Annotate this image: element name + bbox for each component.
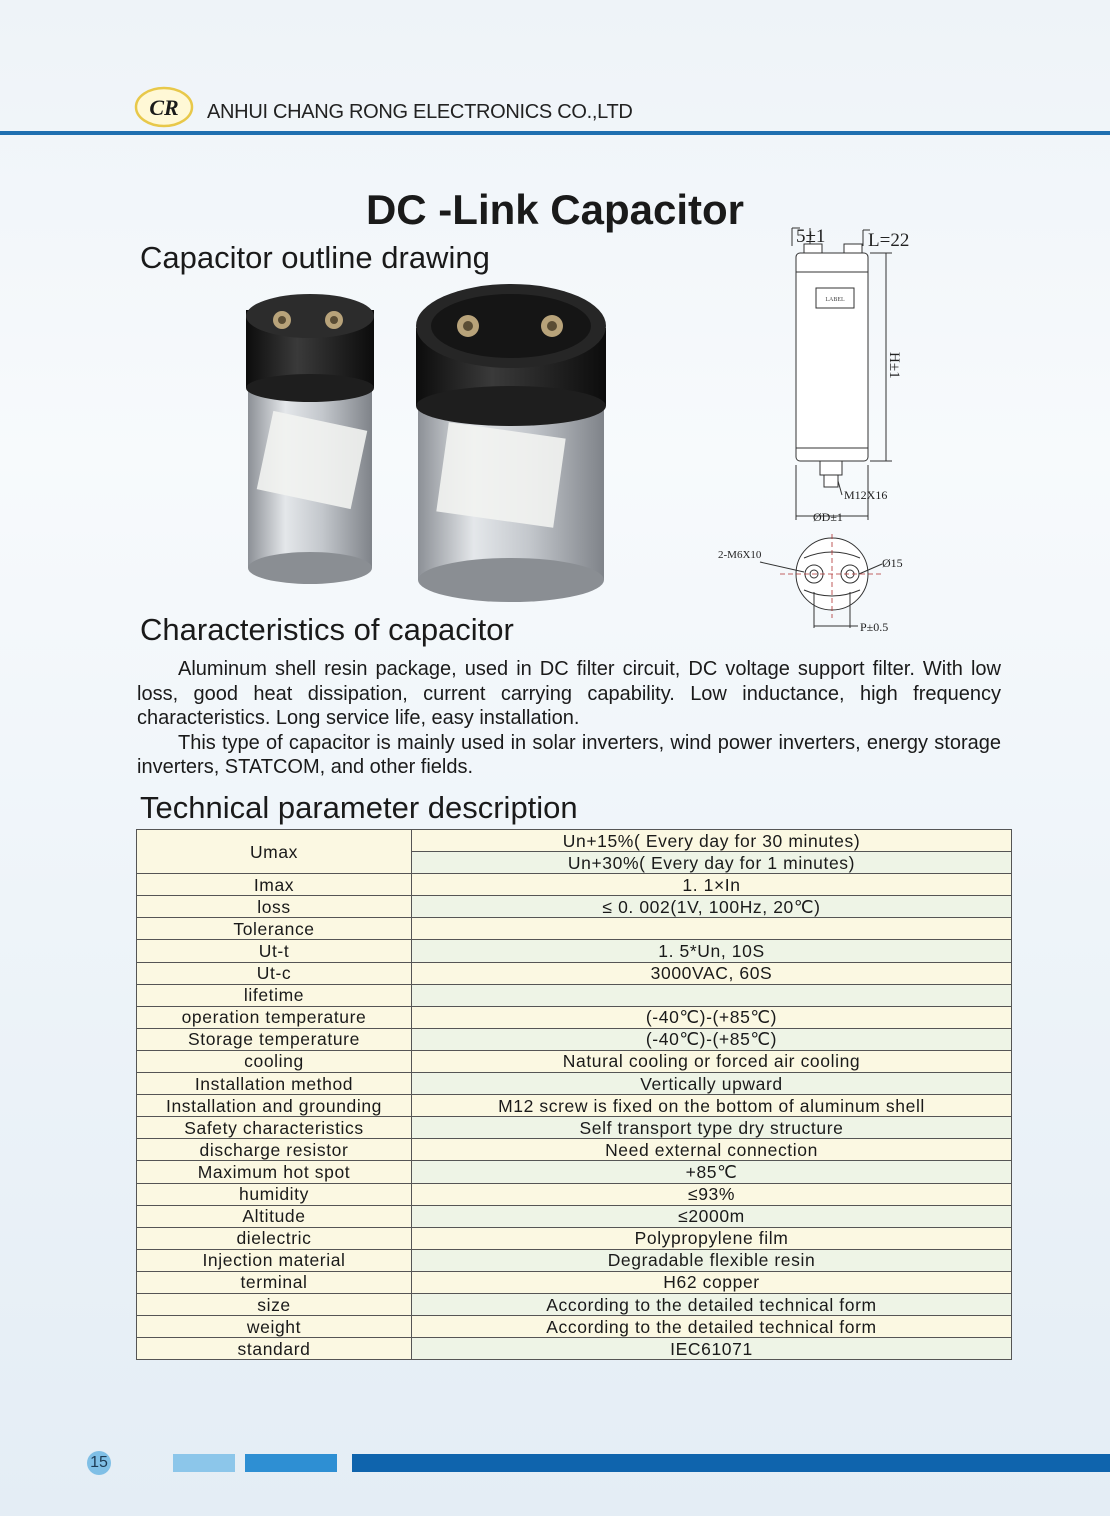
table-row — [137, 874, 1012, 896]
dim-diameter-label: ØD±1 — [813, 510, 843, 524]
dim-pitch-label: P±0.5 — [860, 620, 889, 634]
value-cell: 3000VAC, 60S — [412, 962, 1012, 984]
dim-screw-label: M12X16 — [844, 488, 888, 502]
value-cell: Un+15%( Every day for 30 minutes) — [412, 830, 1012, 852]
footer-bar-medium — [245, 1454, 337, 1472]
table-row — [137, 1338, 1012, 1360]
value-cell: Polypropylene film — [412, 1227, 1012, 1249]
param-cell: size — [137, 1293, 412, 1315]
value-cell: Natural cooling or forced air cooling — [412, 1050, 1012, 1072]
param-cell: Tolerance — [137, 918, 412, 940]
description-paragraph: Aluminum shell resin package, used in DC filter circuit, DC voltage support filter. With low loss, good heat dissipation, current carrying capability. Low inductance, high frequency characteristics. Long service life, easy installation. — [137, 658, 1001, 729]
value-cell: H62 copper — [412, 1271, 1012, 1293]
table-row — [137, 918, 1012, 940]
param-cell: Storage temperature — [137, 1028, 412, 1050]
param-cell: Ut-c — [137, 962, 412, 984]
table-row — [137, 1139, 1012, 1161]
section-heading-characteristics: Characteristics of capacitor — [140, 612, 514, 647]
table-row — [137, 1227, 1012, 1249]
param-cell: lifetime — [137, 984, 412, 1006]
param-cell: discharge resistor — [137, 1139, 412, 1161]
footer-bar-dark — [352, 1454, 1110, 1472]
table-row — [137, 1073, 1012, 1095]
value-cell: +85℃ — [412, 1161, 1012, 1183]
table-row — [137, 830, 1012, 852]
dim-height-label: H±1 — [886, 352, 902, 379]
table-row — [137, 940, 1012, 962]
value-cell: ≤2000m — [412, 1205, 1012, 1227]
value-cell: ≤93% — [412, 1183, 1012, 1205]
table-row — [137, 1271, 1012, 1293]
table-row — [137, 984, 1012, 1006]
param-cell: Maximum hot spot — [137, 1161, 412, 1183]
company-name: ANHUI CHANG RONG ELECTRONICS CO.,LTD — [207, 101, 633, 123]
logo-text: CR — [149, 95, 179, 120]
description-paragraph: This type of capacitor is mainly used in solar inverters, wind power inverters, energy storage inverters, STATCOM, and other fields. — [137, 731, 1001, 778]
value-cell: Vertically upward — [412, 1073, 1012, 1095]
value-cell: Self transport type dry structure — [412, 1117, 1012, 1139]
table-row — [137, 1028, 1012, 1050]
dim-length-label: L=22 — [868, 230, 910, 251]
param-cell: cooling — [137, 1050, 412, 1072]
table-row — [137, 1050, 1012, 1072]
page-title: DC -Link Capacitor — [365, 186, 745, 233]
table-row — [137, 1205, 1012, 1227]
value-cell — [412, 918, 1012, 940]
param-cell: Ut-t — [137, 940, 412, 962]
value-cell: According to the detailed technical form — [412, 1293, 1012, 1315]
param-cell: standard — [137, 1338, 412, 1360]
value-cell: IEC61071 — [412, 1338, 1012, 1360]
table-row — [137, 1293, 1012, 1315]
param-cell: Installation method — [137, 1073, 412, 1095]
value-cell: ≤ 0. 002(1V, 100Hz, 20℃) — [412, 896, 1012, 918]
value-cell: 1. 5*Un, 10S — [412, 940, 1012, 962]
section-heading-technical: Technical parameter description — [140, 790, 578, 825]
value-cell: M12 screw is fixed on the bottom of aluminum shell — [412, 1095, 1012, 1117]
param-cell: weight — [137, 1316, 412, 1338]
table-row — [137, 1095, 1012, 1117]
param-cell: operation temperature — [137, 1006, 412, 1028]
param-cell: humidity — [137, 1183, 412, 1205]
value-cell — [412, 984, 1012, 1006]
value-cell: Un+30%( Every day for 1 minutes) — [412, 852, 1012, 874]
param-cell: Safety characteristics — [137, 1117, 412, 1139]
table-row — [137, 1006, 1012, 1028]
param-cell: Altitude — [137, 1205, 412, 1227]
value-cell: (-40℃)-(+85℃) — [412, 1028, 1012, 1050]
value-cell: 1. 1×In — [412, 874, 1012, 896]
header-rule — [0, 131, 1110, 135]
label-box-text: LABEL — [825, 297, 845, 303]
value-cell: (-40℃)-(+85℃) — [412, 1006, 1012, 1028]
table-row — [137, 896, 1012, 918]
param-cell: dielectric — [137, 1227, 412, 1249]
footer-bar-light — [173, 1454, 235, 1472]
value-cell: Degradable flexible resin — [412, 1249, 1012, 1271]
table-row — [137, 1161, 1012, 1183]
table-row — [137, 1117, 1012, 1139]
value-cell: Need external connection — [412, 1139, 1012, 1161]
dim-holes-label: 2-M6X10 — [718, 549, 762, 561]
param-cell: Installation and grounding — [137, 1095, 412, 1117]
spec-table — [136, 829, 1012, 1360]
param-cell: Imax — [137, 874, 412, 896]
table-row — [137, 1183, 1012, 1205]
dim-top-label: 5±1 — [796, 226, 826, 247]
outline-drawing — [700, 220, 930, 640]
table-row — [137, 962, 1012, 984]
param-cell: Umax — [137, 830, 412, 874]
capacitor-photo — [236, 280, 616, 610]
param-cell: Injection material — [137, 1249, 412, 1271]
param-cell: terminal — [137, 1271, 412, 1293]
description — [137, 657, 1001, 780]
company-logo — [134, 86, 194, 128]
page-number: 15 — [87, 1451, 111, 1475]
param-cell: loss — [137, 896, 412, 918]
table-row — [137, 1249, 1012, 1271]
section-heading-outline: Capacitor outline drawing — [140, 240, 490, 275]
value-cell: According to the detailed technical form — [412, 1316, 1012, 1338]
dim-terminal-label: Ø15 — [882, 556, 903, 570]
table-row — [137, 1316, 1012, 1338]
